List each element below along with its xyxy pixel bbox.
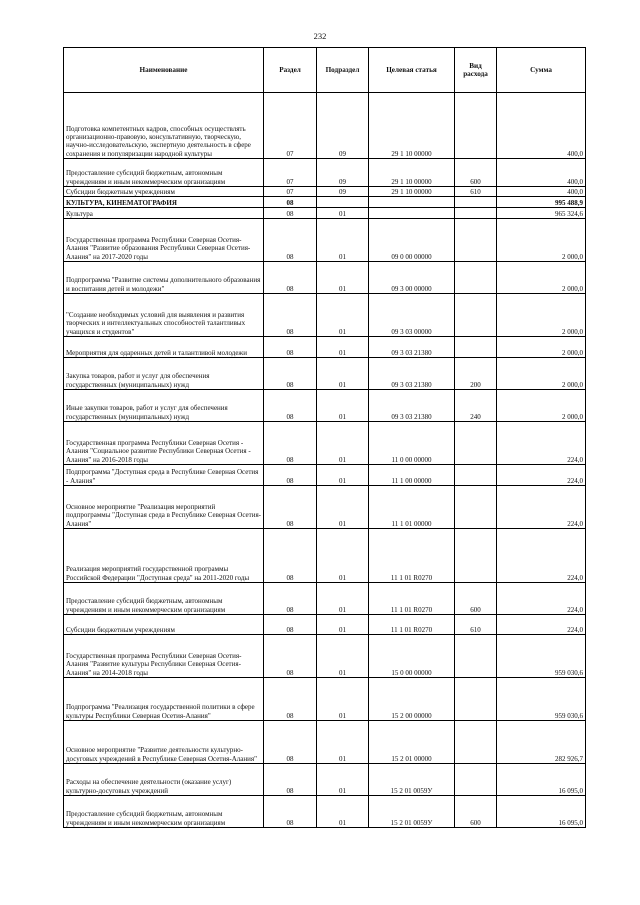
row-name-cell: Мероприятия для одаренных детей и талантливой молодежи <box>64 337 264 358</box>
row-subsection-cell: 01 <box>317 219 369 262</box>
row-sum-cell: 16 095,0 <box>497 796 586 828</box>
row-target-cell: 15 2 01 0059У <box>369 764 455 796</box>
row-target-cell: 11 1 01 R0270 <box>369 583 455 615</box>
row-section-cell: 08 <box>264 208 317 219</box>
row-name-cell: Государственная программа Республики Северная Осетия - Алания "Социальное развитие Республики Северная Осетия - Алания" на 2016-2018 годы <box>64 422 264 465</box>
row-expense-cell <box>455 337 497 358</box>
table-row <box>64 219 586 262</box>
row-subsection-cell: 01 <box>317 615 369 635</box>
row-target-cell: 29 1 10 00000 <box>369 93 455 159</box>
row-name-cell: Подготовка компетентных кадров, способных осуществлять организационно-правовую, консультативную, творческую, научно-исследовательскую, экспертную деятельность в сфере сохранения и популяризации народной культуры <box>64 93 264 159</box>
row-name-cell: Государственная программа Республики Северная Осетия-Алания "Развитие образования Республики Северная Осетия-Алания" на 2017-2020 годы <box>64 219 264 262</box>
row-subsection-cell: 01 <box>317 583 369 615</box>
header-sum: Сумма <box>497 48 586 93</box>
row-subsection-cell: 01 <box>317 422 369 465</box>
row-sum-cell: 224,0 <box>497 529 586 583</box>
table-row <box>64 294 586 337</box>
row-sum-cell: 2 000,0 <box>497 294 586 337</box>
row-target-cell: 09 3 03 21380 <box>369 337 455 358</box>
row-target-cell: 09 3 03 21380 <box>369 358 455 390</box>
row-sum-cell: 224,0 <box>497 465 586 486</box>
row-name-cell: Основное мероприятие "Развитие деятельности культурно-досуговых учреждений в Республике Северная Осетия-Алания" <box>64 721 264 764</box>
row-expense-cell <box>455 294 497 337</box>
row-section-cell: 08 <box>264 197 317 208</box>
row-subsection-cell: 09 <box>317 187 369 197</box>
row-target-cell: 15 2 01 0059У <box>369 796 455 828</box>
table-row <box>64 197 586 208</box>
row-sum-cell: 224,0 <box>497 583 586 615</box>
row-target-cell: 11 0 00 00000 <box>369 422 455 465</box>
row-sum-cell: 2 000,0 <box>497 337 586 358</box>
table-row <box>64 796 586 828</box>
row-name-cell: "Создание необходимых условий для выявления и развития творческих и интеллектуальных способностей талантливых учащихся и студентов" <box>64 294 264 337</box>
table-row <box>64 764 586 796</box>
row-name-cell: Основное мероприятие "Реализация мероприятий подпрограммы "Доступная среда в Республике Северная Осетия-Алания" <box>64 486 264 529</box>
row-target-cell: 15 2 00 00000 <box>369 678 455 721</box>
table-header-row <box>64 48 586 93</box>
row-name-cell: Подпрограмма "Развитие системы дополнительного образования и воспитания детей и молодежи" <box>64 262 264 294</box>
row-section-cell: 08 <box>264 219 317 262</box>
row-section-cell: 08 <box>264 337 317 358</box>
row-target-cell: 11 1 00 00000 <box>369 465 455 486</box>
row-name-cell: КУЛЬТУРА, КИНЕМАТОГРАФИЯ <box>64 197 264 208</box>
row-expense-cell <box>455 262 497 294</box>
row-subsection-cell: 09 <box>317 159 369 187</box>
row-name-cell: Субсидии бюджетным учреждениям <box>64 615 264 635</box>
page-number: 232 <box>313 31 327 41</box>
table-row <box>64 465 586 486</box>
row-target-cell: 15 0 00 00000 <box>369 635 455 678</box>
row-target-cell: 29 1 10 00000 <box>369 159 455 187</box>
row-target-cell: 29 1 10 00000 <box>369 187 455 197</box>
header-name: Наименование <box>64 48 264 93</box>
row-name-cell: Государственная программа Республики Северная Осетия-Алания "Развитие культуры Республики Северная Осетия-Алания" на 2014-2018 годы <box>64 635 264 678</box>
table-row <box>64 583 586 615</box>
row-target-cell: 11 1 01 00000 <box>369 486 455 529</box>
row-name-cell: Предоставление субсидий бюджетным, автономным учреждениям и иным некоммерческим организациям <box>64 583 264 615</box>
row-name-cell: Предоставление субсидий бюджетным, автономным учреждениям и иным некоммерческим организациям <box>64 796 264 828</box>
row-section-cell: 08 <box>264 796 317 828</box>
row-name-cell: Субсидии бюджетным учреждениям <box>64 187 264 197</box>
row-sum-cell: 224,0 <box>497 422 586 465</box>
row-sum-cell: 2 000,0 <box>497 390 586 422</box>
table-row <box>64 721 586 764</box>
row-subsection-cell: 01 <box>317 678 369 721</box>
row-subsection-cell: 01 <box>317 294 369 337</box>
row-section-cell: 08 <box>264 615 317 635</box>
row-expense-cell <box>455 197 497 208</box>
row-sum-cell: 965 324,6 <box>497 208 586 219</box>
row-subsection-cell: 01 <box>317 465 369 486</box>
row-name-cell: Иные закупки товаров, работ и услуг для обеспечения государственных (муниципальных) нужд <box>64 390 264 422</box>
row-expense-cell: 600 <box>455 159 497 187</box>
row-sum-cell: 2 000,0 <box>497 219 586 262</box>
row-section-cell: 08 <box>264 294 317 337</box>
row-section-cell: 08 <box>264 358 317 390</box>
row-subsection-cell <box>317 197 369 208</box>
row-expense-cell <box>455 678 497 721</box>
row-subsection-cell: 01 <box>317 764 369 796</box>
header-target: Целевая статья <box>369 48 455 93</box>
row-subsection-cell: 01 <box>317 796 369 828</box>
row-expense-cell <box>455 635 497 678</box>
row-expense-cell <box>455 529 497 583</box>
row-section-cell: 08 <box>264 678 317 721</box>
row-section-cell: 08 <box>264 583 317 615</box>
table-row <box>64 187 586 197</box>
row-name-cell: Культура <box>64 208 264 219</box>
row-expense-cell <box>455 486 497 529</box>
row-target-cell <box>369 208 455 219</box>
row-section-cell: 07 <box>264 159 317 187</box>
row-target-cell: 15 2 01 00000 <box>369 721 455 764</box>
table-row <box>64 422 586 465</box>
header-section: Раздел <box>264 48 317 93</box>
row-expense-cell: 610 <box>455 615 497 635</box>
row-sum-cell: 959 030,6 <box>497 678 586 721</box>
row-expense-cell <box>455 93 497 159</box>
table-body <box>64 93 586 828</box>
row-name-cell: Подпрограмма "Реализация государственной политики в сфере культуры Республики Северная Осетия-Алания" <box>64 678 264 721</box>
header-expense-type: Вид расхода <box>455 48 497 93</box>
row-target-cell: 09 3 03 21380 <box>369 390 455 422</box>
row-sum-cell: 224,0 <box>497 615 586 635</box>
row-expense-cell <box>455 208 497 219</box>
table-row <box>64 635 586 678</box>
row-subsection-cell: 01 <box>317 358 369 390</box>
table-row <box>64 529 586 583</box>
row-sum-cell: 400,0 <box>497 93 586 159</box>
row-subsection-cell: 01 <box>317 262 369 294</box>
row-section-cell: 08 <box>264 764 317 796</box>
row-expense-cell <box>455 764 497 796</box>
row-expense-cell: 240 <box>455 390 497 422</box>
row-section-cell: 07 <box>264 93 317 159</box>
row-subsection-cell: 01 <box>317 390 369 422</box>
table-row <box>64 678 586 721</box>
row-subsection-cell: 01 <box>317 635 369 678</box>
table-row <box>64 208 586 219</box>
row-section-cell: 08 <box>264 486 317 529</box>
row-section-cell: 08 <box>264 721 317 764</box>
row-sum-cell: 16 095,0 <box>497 764 586 796</box>
row-subsection-cell: 01 <box>317 208 369 219</box>
row-sum-cell: 959 030,6 <box>497 635 586 678</box>
row-name-cell: Закупка товаров, работ и услуг для обеспечения государственных (муниципальных) нужд <box>64 358 264 390</box>
table-row <box>64 390 586 422</box>
table-row <box>64 159 586 187</box>
row-section-cell: 08 <box>264 529 317 583</box>
table-row <box>64 358 586 390</box>
row-target-cell: 09 3 03 00000 <box>369 294 455 337</box>
row-sum-cell: 2 000,0 <box>497 262 586 294</box>
row-sum-cell: 282 926,7 <box>497 721 586 764</box>
row-section-cell: 08 <box>264 635 317 678</box>
row-section-cell: 08 <box>264 390 317 422</box>
row-sum-cell: 995 488,9 <box>497 197 586 208</box>
row-target-cell: 09 0 00 00000 <box>369 219 455 262</box>
header-subsection: Подраздел <box>317 48 369 93</box>
table-row <box>64 93 586 159</box>
row-section-cell: 08 <box>264 262 317 294</box>
budget-table <box>63 47 586 828</box>
row-target-cell: 09 3 00 00000 <box>369 262 455 294</box>
row-expense-cell <box>455 465 497 486</box>
row-sum-cell: 2 000,0 <box>497 358 586 390</box>
table-row <box>64 262 586 294</box>
row-section-cell: 07 <box>264 187 317 197</box>
row-target-cell <box>369 197 455 208</box>
table-row <box>64 486 586 529</box>
row-expense-cell: 200 <box>455 358 497 390</box>
row-target-cell: 11 1 01 R0270 <box>369 615 455 635</box>
table-row <box>64 615 586 635</box>
row-subsection-cell: 09 <box>317 93 369 159</box>
row-subsection-cell: 01 <box>317 721 369 764</box>
row-subsection-cell: 01 <box>317 486 369 529</box>
row-expense-cell <box>455 721 497 764</box>
row-name-cell: Расходы на обеспечение деятельности (оказание услуг) культурно-досуговых учреждений <box>64 764 264 796</box>
row-section-cell: 08 <box>264 422 317 465</box>
row-expense-cell <box>455 422 497 465</box>
row-subsection-cell: 01 <box>317 529 369 583</box>
row-subsection-cell: 01 <box>317 337 369 358</box>
row-expense-cell: 600 <box>455 583 497 615</box>
row-sum-cell: 224,0 <box>497 486 586 529</box>
row-expense-cell: 610 <box>455 187 497 197</box>
table-row <box>64 337 586 358</box>
row-name-cell: Предоставление субсидий бюджетным, автономным учреждениям и иным некоммерческим организациям <box>64 159 264 187</box>
row-name-cell: Реализация мероприятий государственной программы Российской Федерации "Доступная среда" на 2011-2020 годы <box>64 529 264 583</box>
row-section-cell: 08 <box>264 465 317 486</box>
row-sum-cell: 400,0 <box>497 187 586 197</box>
row-sum-cell: 400,0 <box>497 159 586 187</box>
row-expense-cell: 600 <box>455 796 497 828</box>
row-name-cell: Подпрограмма "Доступная среда в Республике Северная Осетия - Алания" <box>64 465 264 486</box>
row-target-cell: 11 1 01 R0270 <box>369 529 455 583</box>
row-expense-cell <box>455 219 497 262</box>
